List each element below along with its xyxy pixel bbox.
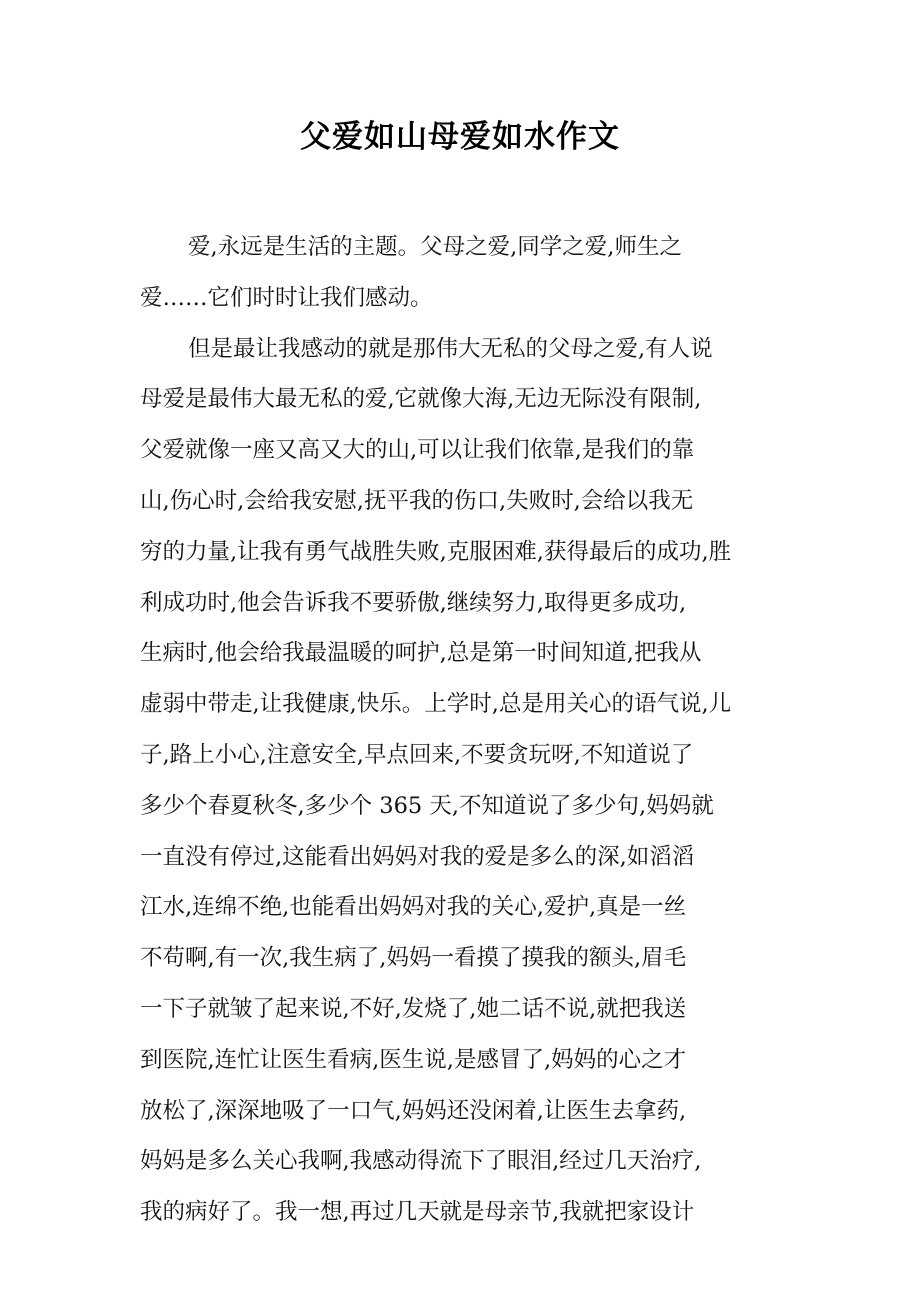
paragraph-line: 利成功时,他会告诉我不要骄傲,继续努力,取得更多成功, (140, 589, 687, 616)
paragraph-line: 我的病好了。我一想,再过几天就是母亲节,我就把家设计 (140, 1199, 695, 1226)
paragraph-line: 穷的力量,让我有勇气战胜失败,克服困难,获得最后的成功,胜 (140, 538, 732, 565)
paragraph-line: 到医院,连忙让医生看病,医生说,是感冒了,妈妈的心之才 (140, 1046, 687, 1073)
paragraph-line: 放松了,深深地吸了一口气,妈妈还没闲着,让医生去拿药, (140, 1097, 687, 1124)
paragraph-line: 不苟啊,有一次,我生病了,妈妈一看摸了摸我的额头,眉毛 (140, 945, 687, 972)
essay-body (140, 222, 820, 1238)
paragraph-line: 生病时,他会给我最温暖的呵护,总是第一时间知道,把我从 (140, 640, 702, 667)
paragraph-line: 虚弱中带走,让我健康,快乐。上学时,总是用关心的语气说,儿 (140, 691, 732, 718)
paragraph-line: 一直没有停过,这能看出妈妈对我的爱是多么的深,如滔滔 (140, 843, 695, 870)
paragraph-line: 爱,永远是生活的主题。父母之爱,同学之爱,师生之 (188, 234, 682, 260)
paragraph-line: 妈妈是多么关心我啊,我感动得流下了眼泪,经过几天治疗, (140, 1148, 702, 1175)
paragraph-line: 爱……它们时时让我们感动。 (140, 284, 433, 311)
paragraph-line: 多少个春夏秋冬,多少个 365 天,不知道说了多少句,妈妈就 (140, 792, 714, 819)
paragraph-line: 母爱是最伟大最无私的爱,它就像大海,无边无际没有限制, (140, 386, 702, 413)
paragraph-line: 子,路上小心,注意安全,早点回来,不要贪玩呀,不知道说了 (140, 741, 694, 768)
document-title: 父爱如山母爱如水作文 (300, 119, 620, 155)
paragraph-line: 父爱就像一座又高又大的山,可以让我们依靠,是我们的靠 (140, 437, 695, 464)
paragraph-line: 山,伤心时,会给我安慰,抚平我的伤口,失败时,会给以我无 (140, 487, 694, 514)
paragraph-line: 一下子就皱了起来说,不好,发烧了,她二话不说,就把我送 (140, 995, 687, 1022)
paragraph-line: 江水,连绵不绝,也能看出妈妈对我的关心,爱护,真是一丝 (140, 894, 687, 921)
paragraph-line: 但是最让我感动的就是那伟大无私的父母之爱,有人说 (188, 335, 713, 362)
